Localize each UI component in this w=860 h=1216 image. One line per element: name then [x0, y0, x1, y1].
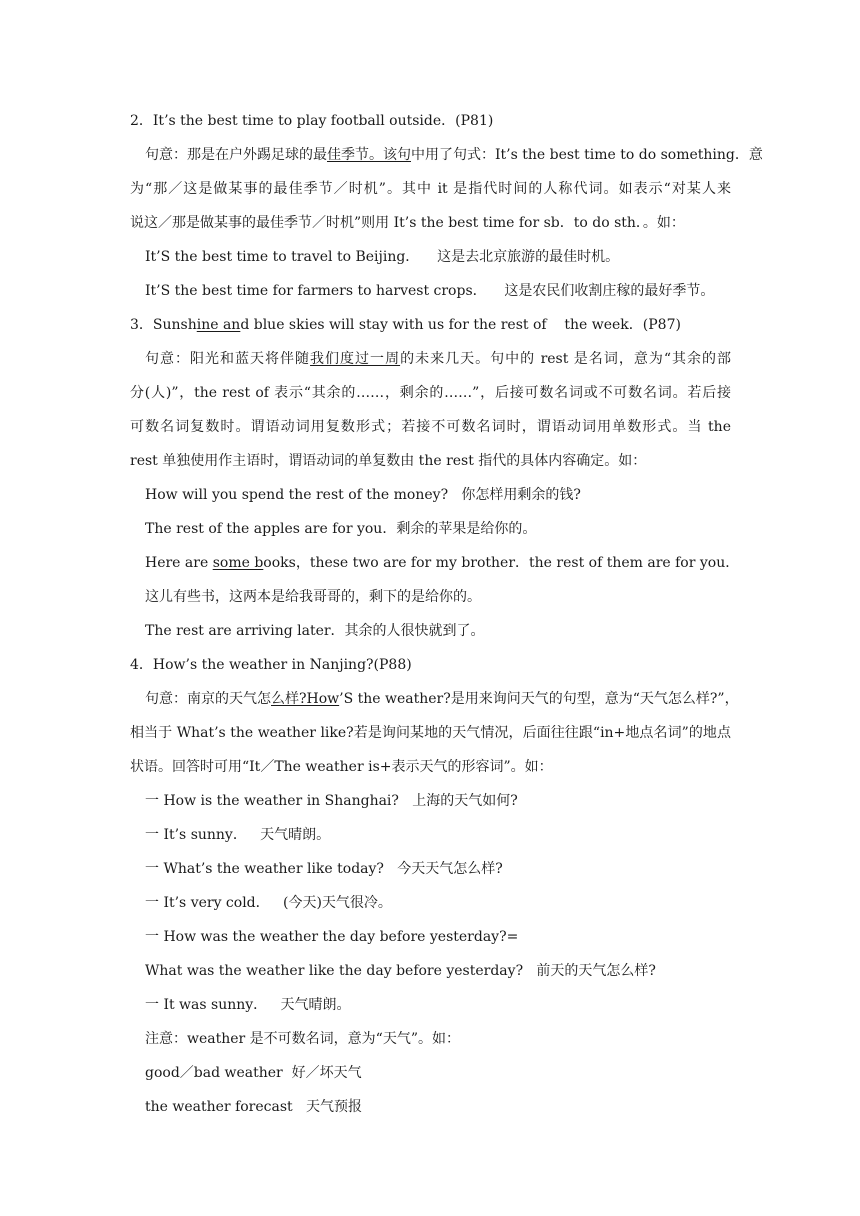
dialogue-line: What was the weather like the day before yesterday? 前天的天气怎么样? — [145, 963, 656, 979]
item-4-heading: 4．How’s the weather in Nanjing?(P88) — [130, 657, 412, 673]
example-phrase: the weather forecast 天气预报 — [145, 1099, 362, 1115]
note-line: 注意：weather 是不可数名词，意为“天气”。如： — [145, 1031, 460, 1047]
example-sentence: The rest are arriving later．其余的人很快就到了。 — [145, 623, 485, 639]
example-sentence: How will you spend the rest of the money? 你怎样用剩余的钱? — [145, 487, 581, 503]
dialogue-line: 一 It’s sunny． 天气晴朗。 — [145, 827, 331, 843]
item-2-explanation-line-3: 说这／那是做某事的最佳季节／时机”则用 It’s the best time for sb．to do sth．。如： — [130, 215, 685, 231]
dialogue-line: 一 It was sunny． 天气晴朗。 — [145, 997, 351, 1013]
underlined-phrase: ine an — [196, 317, 241, 333]
dialogue-line: 一 It’s very cold． (今天)天气很冷。 — [145, 895, 392, 911]
underlined-phrase: 佳季节。该句 — [327, 147, 411, 163]
underlined-phrase: 我们度过一周 — [310, 351, 401, 367]
item-3-explanation-line-1: 句意：阳光和蓝天将伴随我们度过一周的未来几天。句中的 rest 是名词，意为“其余的部 — [145, 351, 732, 367]
dialogue-line: 一 How was the weather the day before yesterday?= — [145, 929, 519, 945]
item-2-heading: 2．It’s the best time to play football outside．(P81) — [130, 113, 494, 129]
item-2-explanation-line-2: 为“那／这是做某事的最佳季节／时机”。其中 it 是指代时间的人称代词。如表示“对某人来 — [130, 181, 731, 197]
example-phrase: good／bad weather 好／坏天气 — [145, 1065, 362, 1081]
example-sentence: It’S the best time to travel to Beijing． 这是去北京旅游的最佳时机。 — [145, 249, 620, 265]
item-4-explanation-line-2: 相当于 What’s the weather like?若是询问某地的天气情况，后面往往跟“in+地点名词”的地点 — [130, 725, 731, 741]
item-3-explanation-line-4: rest 单独使用作主语时，谓语动词的单复数由 the rest 指代的具体内容确定。如： — [130, 453, 647, 469]
underlined-phrase: 么样?How — [271, 691, 340, 707]
dialogue-line: 一 What’s the weather like today? 今天天气怎么样? — [145, 861, 503, 877]
item-3-heading: 3．Sunshine and blue skies will stay with us for the rest of the week．(P87) — [130, 317, 681, 333]
item-4-explanation-line-1: 句意：南京的天气怎么样?How’S the weather?是用来询问天气的句型，意为“天气怎么样?”， — [145, 691, 739, 707]
item-3-explanation-line-2: 分(人)”，the rest of 表示“其余的……，剩余的……”，后接可数名词或不可数名词。若后接 — [130, 385, 731, 401]
example-sentence: Here are some books，these two are for my brother．the rest of them are for you． — [145, 555, 740, 571]
item-2-explanation-line-1: 句意：那是在户外踢足球的最佳季节。该句中用了句式：It’s the best time to do something．意 — [145, 147, 763, 163]
example-sentence: It’S the best time for farmers to harvest crops． 这是农民们收割庄稼的最好季节。 — [145, 283, 715, 299]
example-translation: 这儿有些书，这两本是给我哥哥的，剩下的是给你的。 — [145, 589, 481, 605]
item-3-explanation-line-3: 可数名词复数时。谓语动词用复数形式；若接不可数名词时，谓语动词用单数形式。当 the — [130, 419, 731, 435]
example-sentence: The rest of the apples are for you．剩余的苹果是给你的。 — [145, 521, 537, 537]
dialogue-line: 一 How is the weather in Shanghai? 上海的天气如何? — [145, 793, 518, 809]
underlined-phrase: some b — [212, 555, 264, 571]
item-4-explanation-line-3: 状语。回答时可用“It／The weather is+表示天气的形容词”。如： — [130, 759, 553, 775]
